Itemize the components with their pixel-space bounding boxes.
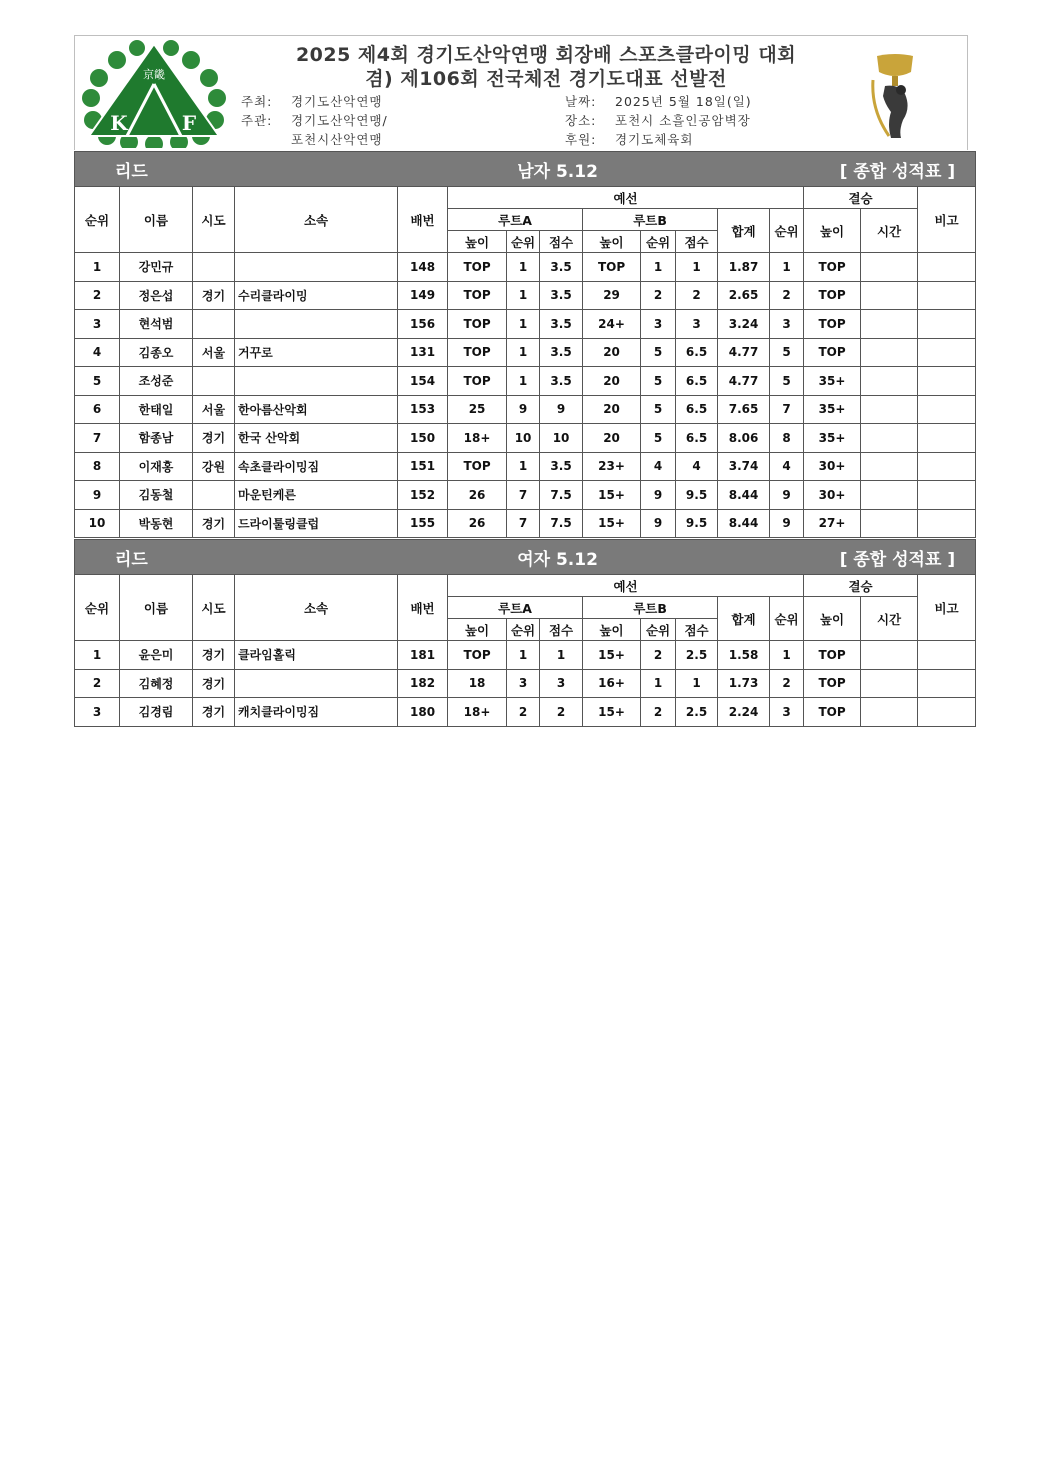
men-banner xyxy=(75,152,976,187)
qual-rank-cell: 1 xyxy=(770,641,804,670)
club-cell: 마운틴케른 xyxy=(235,481,398,510)
col-note: 비고 xyxy=(918,187,976,253)
time-cell xyxy=(861,481,918,510)
final-height-cell: TOP xyxy=(804,253,861,282)
col-b-rank: 순위 xyxy=(641,231,676,253)
route-a-height-cell: 25 xyxy=(448,395,507,424)
route-a-score-cell: 3 xyxy=(540,669,583,698)
note-cell xyxy=(918,367,976,396)
date-value: 2025년 5월 18일(일) xyxy=(615,94,752,109)
route-b-height-cell: 20 xyxy=(583,424,641,453)
note-cell xyxy=(918,310,976,339)
route-b-height-cell: 24+ xyxy=(583,310,641,339)
route-b-rank-cell: 1 xyxy=(641,669,676,698)
bib-cell: 181 xyxy=(398,641,448,670)
women-category: 여자 5.12 xyxy=(398,540,718,575)
route-b-height-cell: 16+ xyxy=(583,669,641,698)
route-b-score-cell: 1 xyxy=(676,669,718,698)
col-final: 결승 xyxy=(804,187,918,209)
route-a-height-cell: 26 xyxy=(448,481,507,510)
qual-rank-cell: 5 xyxy=(770,338,804,367)
col-time: 시간 xyxy=(861,597,918,641)
host-label: 주최: xyxy=(241,94,273,109)
club-cell: 거꾸로 xyxy=(235,338,398,367)
route-a-rank-cell: 7 xyxy=(507,481,540,510)
table-row xyxy=(75,253,976,282)
route-b-rank-cell: 9 xyxy=(641,481,676,510)
route-a-score-cell: 3.5 xyxy=(540,338,583,367)
table-row xyxy=(75,395,976,424)
svg-text:K: K xyxy=(110,111,128,135)
bib-cell: 152 xyxy=(398,481,448,510)
rank-cell: 1 xyxy=(75,641,120,670)
col-affiliation: 소속 xyxy=(235,187,398,253)
doc-title-line1: 2025 제4회 경기도산악연맹 회장배 스포츠클라이밍 대회 xyxy=(295,44,797,66)
men-sheet-label: [ 종합 성적표 ] xyxy=(718,152,976,187)
col-region: 시도 xyxy=(193,187,235,253)
name-cell: 김혜정 xyxy=(120,669,193,698)
region-cell: 경기 xyxy=(193,641,235,670)
qual-rank-cell: 9 xyxy=(770,481,804,510)
col-b-height: 높이 xyxy=(583,231,641,253)
route-b-rank-cell: 2 xyxy=(641,641,676,670)
bib-cell: 150 xyxy=(398,424,448,453)
region-cell xyxy=(193,310,235,339)
col-qual-rank: 순위 xyxy=(770,597,804,641)
club-cell: 속초클라이밍짐 xyxy=(235,452,398,481)
col-total: 합계 xyxy=(718,597,770,641)
route-b-rank-cell: 5 xyxy=(641,338,676,367)
qual-rank-cell: 3 xyxy=(770,310,804,339)
qual-rank-cell: 9 xyxy=(770,509,804,538)
final-height-cell: 30+ xyxy=(804,452,861,481)
route-b-score-cell: 6.5 xyxy=(676,338,718,367)
route-b-score-cell: 4 xyxy=(676,452,718,481)
col-b-rank: 순위 xyxy=(641,619,676,641)
route-b-height-cell: TOP xyxy=(583,253,641,282)
route-a-height-cell: TOP xyxy=(448,367,507,396)
route-a-score-cell: 7.5 xyxy=(540,481,583,510)
rank-cell: 5 xyxy=(75,367,120,396)
region-cell xyxy=(193,481,235,510)
region-cell: 경기 xyxy=(193,669,235,698)
rank-cell: 10 xyxy=(75,509,120,538)
table-row xyxy=(75,481,976,510)
name-cell: 김종오 xyxy=(120,338,193,367)
final-height-cell: TOP xyxy=(804,698,861,727)
col-route-b: 루트B xyxy=(583,209,718,231)
club-cell: 클라임홀릭 xyxy=(235,641,398,670)
name-cell: 조성준 xyxy=(120,367,193,396)
col-rank: 순위 xyxy=(75,575,120,641)
note-cell xyxy=(918,424,976,453)
time-cell xyxy=(861,424,918,453)
women-event: 리드 xyxy=(75,540,398,575)
route-a-height-cell: 26 xyxy=(448,509,507,538)
name-cell: 박동현 xyxy=(120,509,193,538)
total-cell: 8.44 xyxy=(718,509,770,538)
table-row xyxy=(75,424,976,453)
route-a-height-cell: TOP xyxy=(448,452,507,481)
col-b-height: 높이 xyxy=(583,619,641,641)
note-cell xyxy=(918,669,976,698)
name-cell: 윤은미 xyxy=(120,641,193,670)
time-cell xyxy=(861,281,918,310)
route-a-height-cell: TOP xyxy=(448,310,507,339)
route-b-rank-cell: 9 xyxy=(641,509,676,538)
region-cell: 경기 xyxy=(193,424,235,453)
route-b-rank-cell: 5 xyxy=(641,367,676,396)
bib-cell: 180 xyxy=(398,698,448,727)
rank-cell: 4 xyxy=(75,338,120,367)
qual-rank-cell: 7 xyxy=(770,395,804,424)
women-results-table xyxy=(74,539,976,727)
route-a-rank-cell: 1 xyxy=(507,310,540,339)
route-a-rank-cell: 1 xyxy=(507,367,540,396)
route-a-rank-cell: 1 xyxy=(507,253,540,282)
time-cell xyxy=(861,310,918,339)
col-time: 시간 xyxy=(861,209,918,253)
total-cell: 1.58 xyxy=(718,641,770,670)
col-route-a: 루트A xyxy=(448,209,583,231)
table-row xyxy=(75,367,976,396)
route-a-score-cell: 3.5 xyxy=(540,253,583,282)
club-cell: 한국 산악회 xyxy=(235,424,398,453)
route-a-rank-cell: 1 xyxy=(507,281,540,310)
name-cell: 한태일 xyxy=(120,395,193,424)
route-b-score-cell: 6.5 xyxy=(676,367,718,396)
bib-cell: 151 xyxy=(398,452,448,481)
region-cell: 강원 xyxy=(193,452,235,481)
sponsor-label: 후원: xyxy=(565,132,597,147)
rank-cell: 8 xyxy=(75,452,120,481)
name-cell: 강민규 xyxy=(120,253,193,282)
svg-text:F: F xyxy=(181,111,197,135)
club-cell xyxy=(235,253,398,282)
route-b-rank-cell: 5 xyxy=(641,424,676,453)
route-b-rank-cell: 3 xyxy=(641,310,676,339)
final-height-cell: 30+ xyxy=(804,481,861,510)
time-cell xyxy=(861,452,918,481)
time-cell xyxy=(861,641,918,670)
route-b-score-cell: 9.5 xyxy=(676,481,718,510)
time-cell xyxy=(861,509,918,538)
total-cell: 7.65 xyxy=(718,395,770,424)
route-a-rank-cell: 3 xyxy=(507,669,540,698)
name-cell: 이재홍 xyxy=(120,452,193,481)
region-cell xyxy=(193,367,235,396)
final-height-cell: TOP xyxy=(804,310,861,339)
final-height-cell: TOP xyxy=(804,338,861,367)
rank-cell: 3 xyxy=(75,310,120,339)
qual-rank-cell: 2 xyxy=(770,669,804,698)
col-qualification: 예선 xyxy=(448,187,804,209)
route-b-height-cell: 15+ xyxy=(583,509,641,538)
total-cell: 4.77 xyxy=(718,367,770,396)
note-cell xyxy=(918,338,976,367)
final-height-cell: TOP xyxy=(804,669,861,698)
women-rows xyxy=(75,641,976,727)
route-a-height-cell: TOP xyxy=(448,281,507,310)
qual-rank-cell: 8 xyxy=(770,424,804,453)
route-a-score-cell: 3.5 xyxy=(540,452,583,481)
route-a-height-cell: 18+ xyxy=(448,424,507,453)
venue-label: 장소: xyxy=(565,113,597,128)
rank-cell: 2 xyxy=(75,281,120,310)
route-a-height-cell: 18+ xyxy=(448,698,507,727)
note-cell xyxy=(918,395,976,424)
col-final-height: 높이 xyxy=(804,597,861,641)
men-results-table xyxy=(74,151,976,538)
club-cell: 드라이툴링클럽 xyxy=(235,509,398,538)
note-cell xyxy=(918,641,976,670)
time-cell xyxy=(861,669,918,698)
host-value: 경기도산악연맹 xyxy=(291,94,383,109)
name-cell: 함종남 xyxy=(120,424,193,453)
time-cell xyxy=(861,698,918,727)
col-note: 비고 xyxy=(918,575,976,641)
bib-cell: 153 xyxy=(398,395,448,424)
doc-title-line2: 겸) 제106회 전국체전 경기도대표 선발전 xyxy=(365,68,727,90)
col-affiliation: 소속 xyxy=(235,575,398,641)
region-cell: 서울 xyxy=(193,395,235,424)
route-a-score-cell: 3.5 xyxy=(540,281,583,310)
route-b-rank-cell: 4 xyxy=(641,452,676,481)
rank-cell: 6 xyxy=(75,395,120,424)
total-cell: 1.73 xyxy=(718,669,770,698)
name-cell: 김경림 xyxy=(120,698,193,727)
col-a-height: 높이 xyxy=(448,619,507,641)
total-cell: 8.06 xyxy=(718,424,770,453)
col-route-a: 루트A xyxy=(448,597,583,619)
route-a-height-cell: TOP xyxy=(448,641,507,670)
route-a-rank-cell: 7 xyxy=(507,509,540,538)
final-height-cell: TOP xyxy=(804,281,861,310)
organizer-value-1: 경기도산악연맹/ xyxy=(291,113,388,128)
route-b-height-cell: 15+ xyxy=(583,698,641,727)
svg-text:京畿: 京畿 xyxy=(143,68,165,81)
route-a-score-cell: 3.5 xyxy=(540,310,583,339)
route-a-rank-cell: 9 xyxy=(507,395,540,424)
col-rank: 순위 xyxy=(75,187,120,253)
region-cell: 서울 xyxy=(193,338,235,367)
final-height-cell: 35+ xyxy=(804,367,861,396)
col-final: 결승 xyxy=(804,575,918,597)
qual-rank-cell: 5 xyxy=(770,367,804,396)
col-region: 시도 xyxy=(193,575,235,641)
col-route-b: 루트B xyxy=(583,597,718,619)
time-cell xyxy=(861,253,918,282)
col-name: 이름 xyxy=(120,187,193,253)
route-b-score-cell: 3 xyxy=(676,310,718,339)
col-total: 합계 xyxy=(718,209,770,253)
men-category: 남자 5.12 xyxy=(398,152,718,187)
women-sheet-label: [ 종합 성적표 ] xyxy=(718,540,976,575)
col-bib: 배번 xyxy=(398,187,448,253)
note-cell xyxy=(918,281,976,310)
route-b-height-cell: 15+ xyxy=(583,481,641,510)
col-a-height: 높이 xyxy=(448,231,507,253)
col-name: 이름 xyxy=(120,575,193,641)
col-b-score: 점수 xyxy=(676,231,718,253)
bib-cell: 149 xyxy=(398,281,448,310)
route-a-score-cell: 7.5 xyxy=(540,509,583,538)
route-a-height-cell: TOP xyxy=(448,253,507,282)
men-event: 리드 xyxy=(75,152,398,187)
route-b-rank-cell: 2 xyxy=(641,281,676,310)
route-b-height-cell: 20 xyxy=(583,367,641,396)
table-row xyxy=(75,281,976,310)
route-b-rank-cell: 2 xyxy=(641,698,676,727)
rank-cell: 3 xyxy=(75,698,120,727)
col-a-rank: 순위 xyxy=(507,231,540,253)
total-cell: 1.87 xyxy=(718,253,770,282)
bib-cell: 156 xyxy=(398,310,448,339)
route-b-score-cell: 2.5 xyxy=(676,698,718,727)
col-qual-rank: 순위 xyxy=(770,209,804,253)
host-info xyxy=(241,92,388,149)
name-cell: 정은섭 xyxy=(120,281,193,310)
route-a-rank-cell: 1 xyxy=(507,641,540,670)
route-b-score-cell: 1 xyxy=(676,253,718,282)
route-b-height-cell: 23+ xyxy=(583,452,641,481)
time-cell xyxy=(861,395,918,424)
route-a-score-cell: 9 xyxy=(540,395,583,424)
climber-trophy-icon xyxy=(865,50,925,140)
rank-cell: 2 xyxy=(75,669,120,698)
men-rows xyxy=(75,253,976,538)
route-a-score-cell: 3.5 xyxy=(540,367,583,396)
route-b-rank-cell: 1 xyxy=(641,253,676,282)
club-cell xyxy=(235,367,398,396)
route-b-score-cell: 2 xyxy=(676,281,718,310)
organizer-value-2: 포천시산악연맹 xyxy=(291,132,383,147)
route-a-rank-cell: 10 xyxy=(507,424,540,453)
qual-rank-cell: 3 xyxy=(770,698,804,727)
region-cell xyxy=(193,253,235,282)
name-cell: 김동철 xyxy=(120,481,193,510)
event-info xyxy=(565,92,752,149)
table-row xyxy=(75,338,976,367)
route-a-score-cell: 1 xyxy=(540,641,583,670)
table-row xyxy=(75,641,976,670)
route-a-rank-cell: 1 xyxy=(507,338,540,367)
route-b-height-cell: 15+ xyxy=(583,641,641,670)
final-height-cell: 35+ xyxy=(804,424,861,453)
route-a-height-cell: TOP xyxy=(448,338,507,367)
route-b-score-cell: 6.5 xyxy=(676,395,718,424)
note-cell xyxy=(918,253,976,282)
note-cell xyxy=(918,509,976,538)
final-height-cell: TOP xyxy=(804,641,861,670)
col-a-rank: 순위 xyxy=(507,619,540,641)
bib-cell: 155 xyxy=(398,509,448,538)
col-final-height: 높이 xyxy=(804,209,861,253)
table-row xyxy=(75,310,976,339)
region-cell: 경기 xyxy=(193,281,235,310)
total-cell: 2.65 xyxy=(718,281,770,310)
route-a-score-cell: 10 xyxy=(540,424,583,453)
bib-cell: 154 xyxy=(398,367,448,396)
final-height-cell: 35+ xyxy=(804,395,861,424)
table-row xyxy=(75,509,976,538)
region-cell: 경기 xyxy=(193,698,235,727)
col-b-score: 점수 xyxy=(676,619,718,641)
col-bib: 배번 xyxy=(398,575,448,641)
total-cell: 8.44 xyxy=(718,481,770,510)
club-cell: 수리클라이밍 xyxy=(235,281,398,310)
col-a-score: 점수 xyxy=(540,619,583,641)
bib-cell: 131 xyxy=(398,338,448,367)
region-cell: 경기 xyxy=(193,509,235,538)
rank-cell: 7 xyxy=(75,424,120,453)
total-cell: 3.74 xyxy=(718,452,770,481)
rank-cell: 1 xyxy=(75,253,120,282)
route-b-height-cell: 20 xyxy=(583,395,641,424)
col-qualification: 예선 xyxy=(448,575,804,597)
route-b-score-cell: 9.5 xyxy=(676,509,718,538)
club-cell xyxy=(235,310,398,339)
table-row xyxy=(75,698,976,727)
organizer-label: 주관: xyxy=(241,113,273,128)
final-height-cell: 27+ xyxy=(804,509,861,538)
total-cell: 3.24 xyxy=(718,310,770,339)
route-a-rank-cell: 1 xyxy=(507,452,540,481)
route-a-rank-cell: 2 xyxy=(507,698,540,727)
route-b-score-cell: 2.5 xyxy=(676,641,718,670)
total-cell: 2.24 xyxy=(718,698,770,727)
note-cell xyxy=(918,452,976,481)
note-cell xyxy=(918,481,976,510)
route-a-height-cell: 18 xyxy=(448,669,507,698)
route-b-rank-cell: 5 xyxy=(641,395,676,424)
club-cell: 캐치클라이밍짐 xyxy=(235,698,398,727)
time-cell xyxy=(861,338,918,367)
qual-rank-cell: 2 xyxy=(770,281,804,310)
route-a-score-cell: 2 xyxy=(540,698,583,727)
sponsor-value: 경기도체육회 xyxy=(615,132,694,147)
name-cell: 현석범 xyxy=(120,310,193,339)
note-cell xyxy=(918,698,976,727)
bib-cell: 182 xyxy=(398,669,448,698)
total-cell: 4.77 xyxy=(718,338,770,367)
club-cell xyxy=(235,669,398,698)
table-row xyxy=(75,669,976,698)
qual-rank-cell: 1 xyxy=(770,253,804,282)
venue-value: 포천시 소흘인공암벽장 xyxy=(615,113,751,128)
col-a-score: 점수 xyxy=(540,231,583,253)
document-header xyxy=(74,35,968,150)
women-banner xyxy=(75,540,976,575)
route-b-height-cell: 29 xyxy=(583,281,641,310)
route-b-score-cell: 6.5 xyxy=(676,424,718,453)
rank-cell: 9 xyxy=(75,481,120,510)
club-cell: 한아름산악회 xyxy=(235,395,398,424)
table-row xyxy=(75,452,976,481)
date-label: 날짜: xyxy=(565,94,597,109)
time-cell xyxy=(861,367,918,396)
qual-rank-cell: 4 xyxy=(770,452,804,481)
bib-cell: 148 xyxy=(398,253,448,282)
route-b-height-cell: 20 xyxy=(583,338,641,367)
